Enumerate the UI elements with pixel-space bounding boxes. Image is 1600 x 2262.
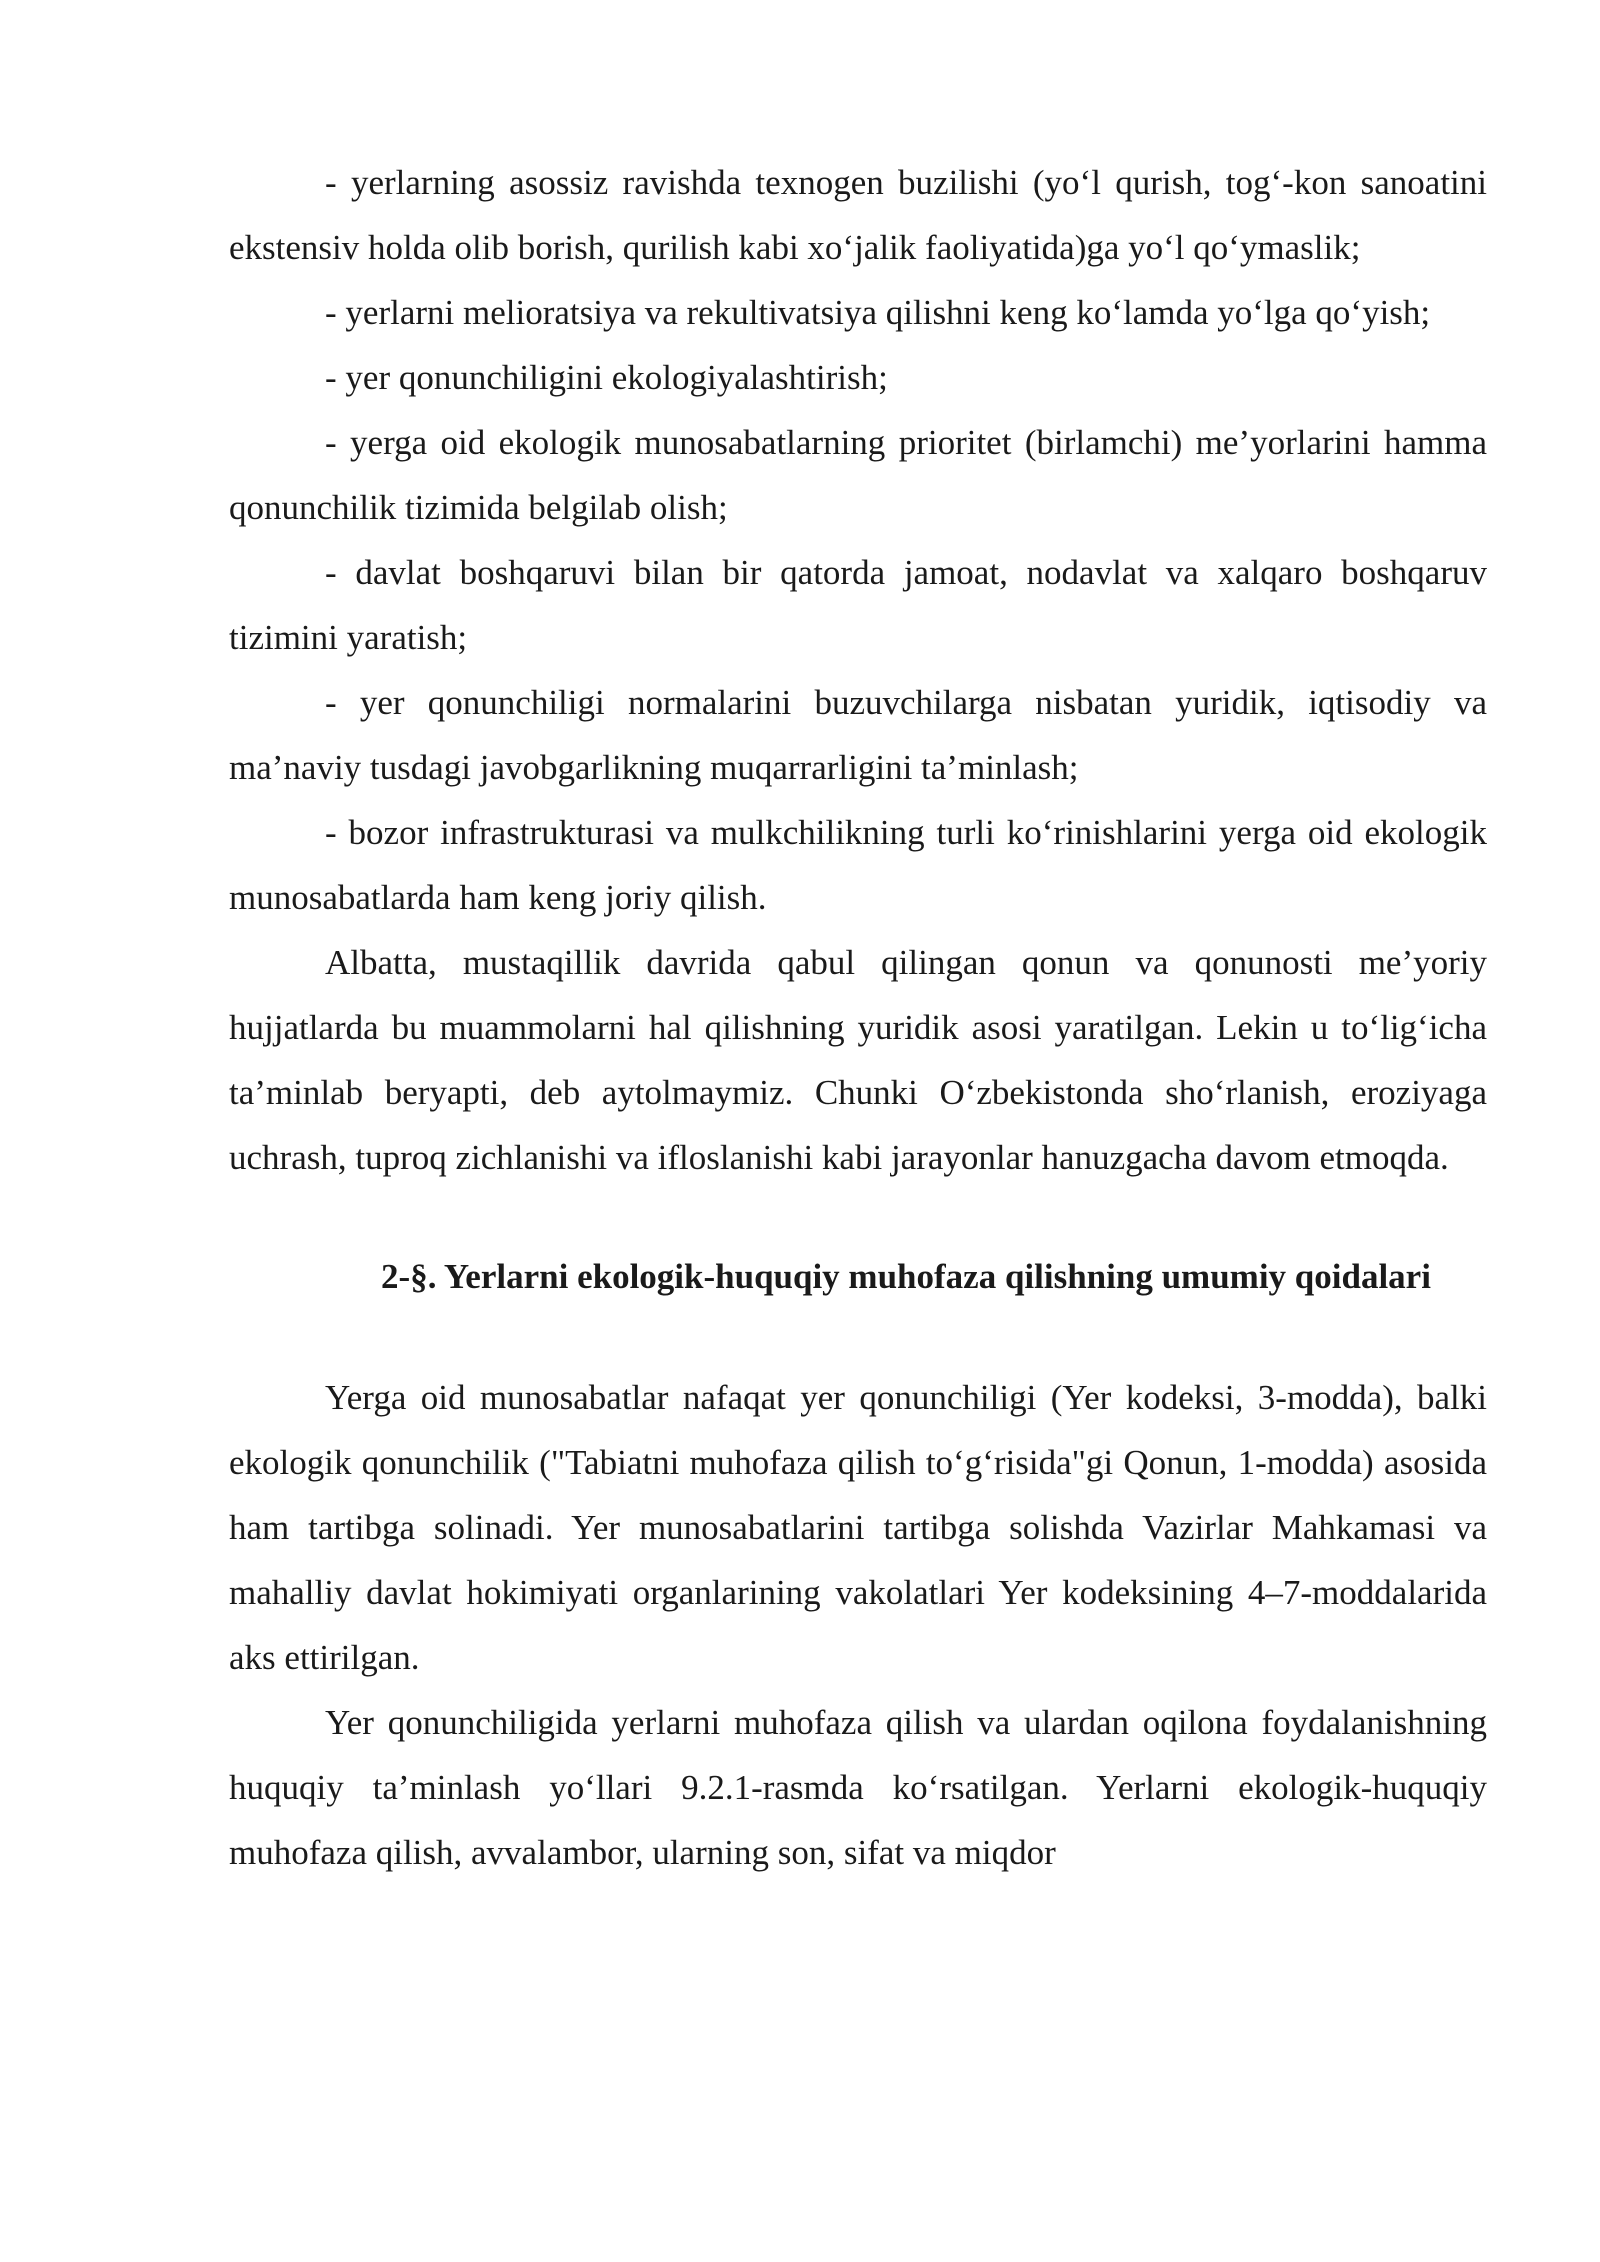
bullet-item: - yer qonunchiligini ekologiyalashtirish; <box>325 358 888 397</box>
bullet-item: - yerlarning asossiz ravishda texnogen buzilishi (yo‘l qurish, tog‘-kon sanoatini ekstensiv holda olib borish, qurilish kabi xo‘jalik faoliyatida)ga yo‘l qo‘ymaslik; <box>229 163 1487 267</box>
bullet-item: - yer qonunchiligi normalarini buzuvchilarga nisbatan yuridik, iqtisodiy va ma’naviy tusdagi javobgarlikning muqarrarligini ta’minlash; <box>229 683 1487 787</box>
paragraph-yerga: Yerga oid munosabatlar nafaqat yer qonunchiligi (Yer kodeksi, 3-modda), balki ekologik qonunchilik ("Tabiatni muhofaza qilish to‘g‘risida"gi Qonun, 1-modda) asosida ham tartibga solinadi. Yer munosabatlarini tartibga solishda Vazirlar Mahkamasi va mahalliy davlat hokimiyati organlarining vakolatlari Yer kodeksining 4–7-moddalarida aks ettirilgan. <box>229 1378 1487 1677</box>
section-heading: 2-§. Yerlarni ekologik-huquqiy muhofaza qilishning umumiy qoidalari <box>381 1257 1431 1296</box>
paragraph-yer: Yer qonunchiligida yerlarni muhofaza qilish va ulardan oqilona foydalanishning huquqiy ta’minlash yo‘llari 9.2.1-rasmda ko‘rsatilgan. Yerlarni ekologik-huquqiy muhofaza qilish, avvalambor, ularning son, sifat va miqdor <box>229 1703 1487 1872</box>
bullet-item: - yerga oid ekologik munosabatlarning prioritet (birlamchi) me’yorlarini hamma qonunchilik tizimida belgilab olish; <box>229 423 1487 527</box>
bullet-item: - yerlarni melioratsiya va rekultivatsiya qilishni keng ko‘lamda yo‘lga qo‘yish; <box>325 293 1431 332</box>
document-page <box>229 150 1487 1885</box>
bullet-item: - bozor infrastrukturasi va mulkchilikning turli ko‘rinishlarini yerga oid ekologik munosabatlarda ham keng joriy qilish. <box>229 813 1487 917</box>
bullet-item: - davlat boshqaruvi bilan bir qatorda jamoat, nodavlat va xalqaro boshqaruv tizimini yaratish; <box>229 553 1487 657</box>
paragraph-albatta: Albatta, mustaqillik davrida qabul qilingan qonun va qonunosti me’yoriy hujjatlarda bu muammolarni hal qilishning yuridik asosi yaratilgan. Lekin u to‘lig‘icha ta’minlab beryapti, deb aytolmaymiz. Chunki O‘zbekistonda sho‘rlanish, eroziyaga uchrash, tuproq zichlanishi va ifloslanishi kabi jarayonlar hanuzgacha davom etmoqda. <box>229 943 1487 1177</box>
